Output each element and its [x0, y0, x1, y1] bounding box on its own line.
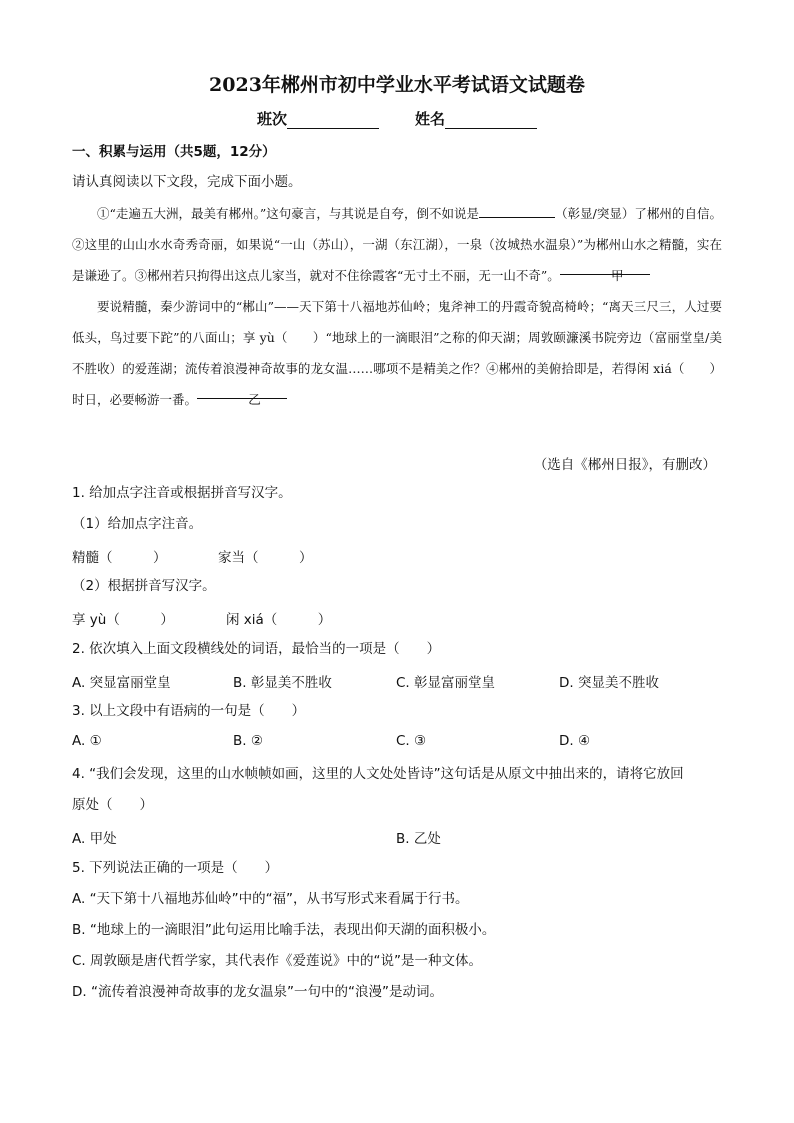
q1-item-xiangyu: 享 yù（ ）: [72, 612, 174, 628]
q5-option-d[interactable]: D. “流传着浪漫神奇故事的龙女温泉”一句中的“浪漫”是动词。: [72, 984, 443, 1000]
class-blank[interactable]: [287, 114, 379, 129]
exam-title: 2023年郴州市初中学业水平考试语文试题卷: [209, 74, 585, 96]
q4-option-a[interactable]: A. 甲处: [72, 831, 117, 847]
question-1-sub-1: （1）给加点字注音。: [72, 516, 203, 532]
name-blank[interactable]: [445, 114, 537, 129]
question-4-stem-line-1: 4. “我们会发现，这里的山水帧帧如画，这里的人文处处皆诗”这句话是从原文中抽出来的，请将它放回: [72, 766, 684, 782]
q2-option-c[interactable]: C. 彰显富丽堂皇: [396, 675, 496, 691]
passage-paragraph-2: 要说精髓，秦少游词中的“郴山”——天下第十八福地苏仙岭；鬼斧神工的丹霞奇貌高椅岭；“离天三尺三，人过要低头，鸟过要下跎”的八面山；享 yù（ ）“地球上的一滴眼泪”之称的仰天湖；周敦颐濂溪书院旁边（富丽堂皇/美不胜收）的爱莲湖；流传着浪漫神奇故事的龙女温……哪项不是精美之作？④郴州的美俯拾即是，若得闲 xiá（ ）时日，必要畅游一番。 乙: [72, 299, 722, 407]
q5-option-c[interactable]: C. 周敦颐是唐代哲学家，其代表作《爱莲说》中的“说”是一种文体。: [72, 953, 482, 969]
question-1-sub-2: （2）根据拼音写汉字。: [72, 578, 216, 594]
blank-jia: 甲: [560, 260, 650, 275]
q2-option-d[interactable]: D. 突显美不胜收: [559, 675, 659, 691]
blank-yi: 乙: [197, 384, 287, 399]
q2-option-b[interactable]: B. 彰显美不胜收: [233, 675, 332, 691]
class-label: 班次: [256, 110, 287, 128]
section-1-title: 一、积累与运用（共5题，12分）: [72, 144, 276, 160]
q3-option-c[interactable]: C. ③: [396, 733, 427, 749]
q4-option-b[interactable]: B. 乙处: [396, 831, 441, 847]
passage-source: （选自《郴州日报》，有删改）: [533, 457, 716, 473]
passage-paragraph-1: ①“走遍五大洲，最美有郴州。”这句豪言，与其说是自夸，倒不如说是 （彰显/突显）了郴州的自信。②这里的山山水水奇秀奇丽，如果说“一山（苏山），一湖（东江湖），一泉（汝城热水温泉）”为郴州山水之精髓，实在是谦逊了。③郴州若只拘得出这点儿家当，就对不住徐霞客“无寸土不丽，无一山不奇”。 甲: [72, 198, 722, 291]
q2-option-a[interactable]: A. 突显富丽堂皇: [72, 675, 171, 691]
reading-passage: [72, 198, 722, 415]
question-1-stem: 1. 给加点字注音或根据拼音写汉字。: [72, 485, 292, 501]
question-3-stem: 3. 以上文段中有语病的一句是（ ）: [72, 703, 306, 719]
q1-item-xianxia: 闲 xiá（ ）: [226, 612, 332, 628]
q5-option-b[interactable]: B. “地球上的一滴眼泪”此句运用比喻手法，表现出仰天湖的面积极小。: [72, 922, 496, 938]
q1-item-jiadang: 家当（ ）: [218, 550, 313, 566]
q3-option-a[interactable]: A. ①: [72, 733, 102, 749]
class-name-line: [0, 108, 794, 129]
name-label: 姓名: [415, 110, 446, 128]
question-2-stem: 2. 依次填入上面文段横线处的词语，最恰当的一项是（ ）: [72, 641, 441, 657]
instruction-text: 请认真阅读以下文段，完成下面小题。: [72, 174, 302, 190]
q1-item-jingsui: 精髓（ ）: [72, 550, 167, 566]
q3-option-d[interactable]: D. ④: [559, 733, 591, 749]
question-5-stem: 5. 下列说法正确的一项是（ ）: [72, 860, 279, 876]
q3-option-b[interactable]: B. ②: [233, 733, 263, 749]
question-4-stem-line-2: 原处（ ）: [72, 797, 153, 813]
q5-option-a[interactable]: A. “天下第十八福地苏仙岭”中的“福”，从书写形式来看属于行书。: [72, 891, 469, 907]
